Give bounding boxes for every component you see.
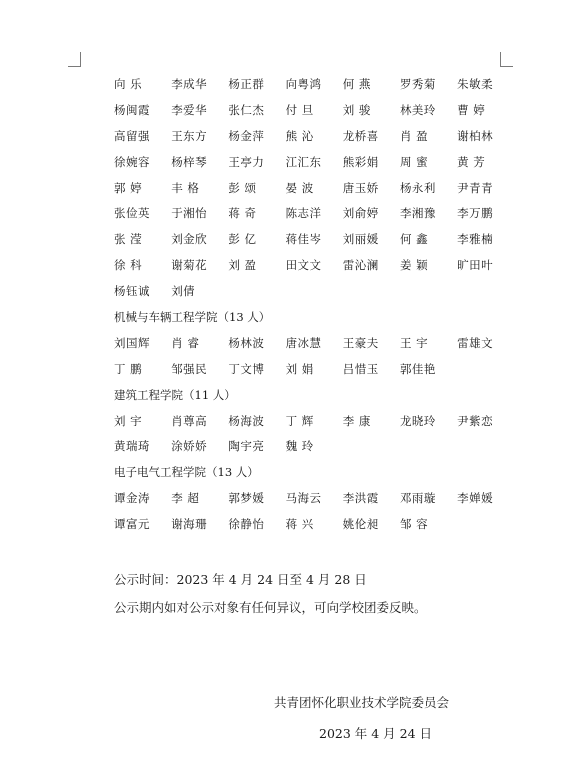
person-name: 向 乐 [114,76,143,91]
person-name: 张俭英 [114,206,150,221]
name-row [114,330,514,356]
person-name: 谭金涛 [114,491,150,506]
person-name: 姜 颖 [399,258,429,273]
person-name: 张 滢 [114,232,143,247]
person-name: 唐玉娇 [342,180,379,195]
person-name: 林美玲 [399,102,436,117]
person-name: 朱敏柔 [457,76,494,91]
name-list [114,71,514,537]
name-row [114,226,514,252]
name-row [114,97,514,123]
person-name: 涂娇娇 [171,439,208,454]
person-name: 马海云 [285,491,322,506]
person-name: 刘 盈 [228,258,257,273]
person-name: 彭 颂 [228,180,257,195]
person-name: 杨闽霞 [114,102,150,117]
person-name: 李 超 [171,491,200,506]
person-name: 彭 亿 [228,232,257,247]
person-name: 丁 鹏 [114,361,143,376]
signature-org: 共青团怀化职业技术学院委员会 [274,695,450,710]
person-name: 何 鑫 [399,232,429,247]
name-row [114,433,514,459]
person-name: 李 康 [342,413,371,428]
person-name: 肖 睿 [171,335,200,350]
name-row [114,356,514,382]
name-row [114,71,514,97]
person-name: 蒋佳岑 [285,232,322,247]
person-name: 谢菊花 [171,258,208,273]
person-name: 杨钰诚 [114,284,150,299]
person-name: 邹强民 [171,361,208,376]
person-name: 刘国辉 [114,335,150,350]
name-row [114,278,514,304]
person-name: 雷沁澜 [342,258,379,273]
person-name: 田文文 [285,258,322,273]
person-name: 肖尊高 [171,413,208,428]
name-row [114,123,514,149]
person-name: 杨金萍 [228,128,265,143]
person-name: 熊 沁 [285,128,314,143]
person-name: 江汇东 [285,154,322,169]
person-name: 徐婉容 [114,154,150,169]
person-name: 旷田叶 [457,258,494,273]
name-row [114,149,514,175]
person-name: 蒋 兴 [285,517,314,532]
person-name: 姚伦昶 [342,517,379,532]
person-name: 谭富元 [114,517,150,532]
person-name: 张仁杰 [228,102,265,117]
college-heading: 机械与车辆工程学院（13 人） [114,309,271,324]
person-name: 何 燕 [342,76,371,91]
person-name: 李成华 [171,76,208,91]
person-name: 罗秀菊 [399,76,436,91]
person-name: 徐 科 [114,258,143,273]
person-name: 魏 玲 [285,439,314,454]
person-name: 谢柏林 [457,128,494,143]
person-name: 李婵媛 [457,491,494,506]
person-name: 李湘豫 [399,206,436,221]
person-name: 刘俞婷 [342,206,379,221]
college-heading: 建筑工程学院（11 人） [114,387,236,402]
name-row [114,485,514,511]
person-name: 黄瑞琦 [114,439,150,454]
person-name: 吕惜玉 [342,361,379,376]
person-name: 丰 格 [171,180,200,195]
person-name: 刘 骏 [342,102,371,117]
name-row [114,200,514,226]
person-name: 杨永利 [399,180,436,195]
person-name: 丁文博 [228,361,265,376]
person-name: 谢海珊 [171,517,208,532]
person-name: 郭 婷 [114,180,143,195]
person-name: 向粤鸿 [285,76,322,91]
person-name: 刘倩 [171,284,196,299]
person-name: 丁 辉 [285,413,314,428]
person-name: 蒋 奇 [228,206,257,221]
person-name: 杨梓琴 [171,154,208,169]
notice-time: 公示时间：2023 年 4 月 24 日至 4 月 28 日 [114,572,367,587]
signature-date: 2023 年 4 月 24 日 [319,726,433,741]
person-name: 晏 波 [285,180,314,195]
person-name: 雷雄文 [457,335,494,350]
person-name: 黄 芳 [457,154,486,169]
crop-mark-top-left [68,52,81,67]
person-name: 于湘怡 [171,206,208,221]
name-row [114,252,514,278]
person-name: 王东方 [171,128,208,143]
person-name: 刘 宇 [114,413,143,428]
person-name: 杨正群 [228,76,265,91]
person-name: 李洪霞 [342,491,379,506]
person-name: 李爱华 [171,102,208,117]
person-name: 李万鹏 [457,206,494,221]
name-row [114,408,514,434]
person-name: 曹 婷 [457,102,486,117]
person-name: 肖 盈 [399,128,429,143]
person-name: 尹青青 [457,180,494,195]
person-name: 郭佳艳 [399,361,436,376]
person-name: 邹 容 [399,517,429,532]
person-name: 邓雨璇 [399,491,436,506]
person-name: 徐静怡 [228,517,265,532]
person-name: 李雅楠 [457,232,494,247]
person-name: 王豪夫 [342,335,379,350]
person-name: 唐冰慧 [285,335,322,350]
person-name: 熊彩娟 [342,154,379,169]
college-heading: 电子电气工程学院（13 人） [114,465,259,480]
person-name: 杨林波 [228,335,265,350]
person-name: 龙晓玲 [399,413,436,428]
name-row [114,511,514,537]
person-name: 王亭力 [228,154,265,169]
person-name: 付 旦 [285,102,314,117]
person-name: 陈志洋 [285,206,322,221]
person-name: 郭梦媛 [228,491,265,506]
person-name: 周 蜜 [399,154,429,169]
person-name: 高留强 [114,128,150,143]
person-name: 尹紫恋 [457,413,494,428]
person-name: 刘 娟 [285,361,314,376]
crop-mark-top-right [500,52,513,67]
person-name: 陶宇亮 [228,439,265,454]
name-row [114,175,514,201]
person-name: 刘金欣 [171,232,208,247]
person-name: 龙桥喜 [342,128,379,143]
person-name: 刘丽媛 [342,232,379,247]
person-name: 杨海波 [228,413,265,428]
person-name: 王 宇 [399,335,429,350]
notice-feedback: 公示期内如对公示对象有任何异议，可向学校团委反映。 [114,600,427,615]
